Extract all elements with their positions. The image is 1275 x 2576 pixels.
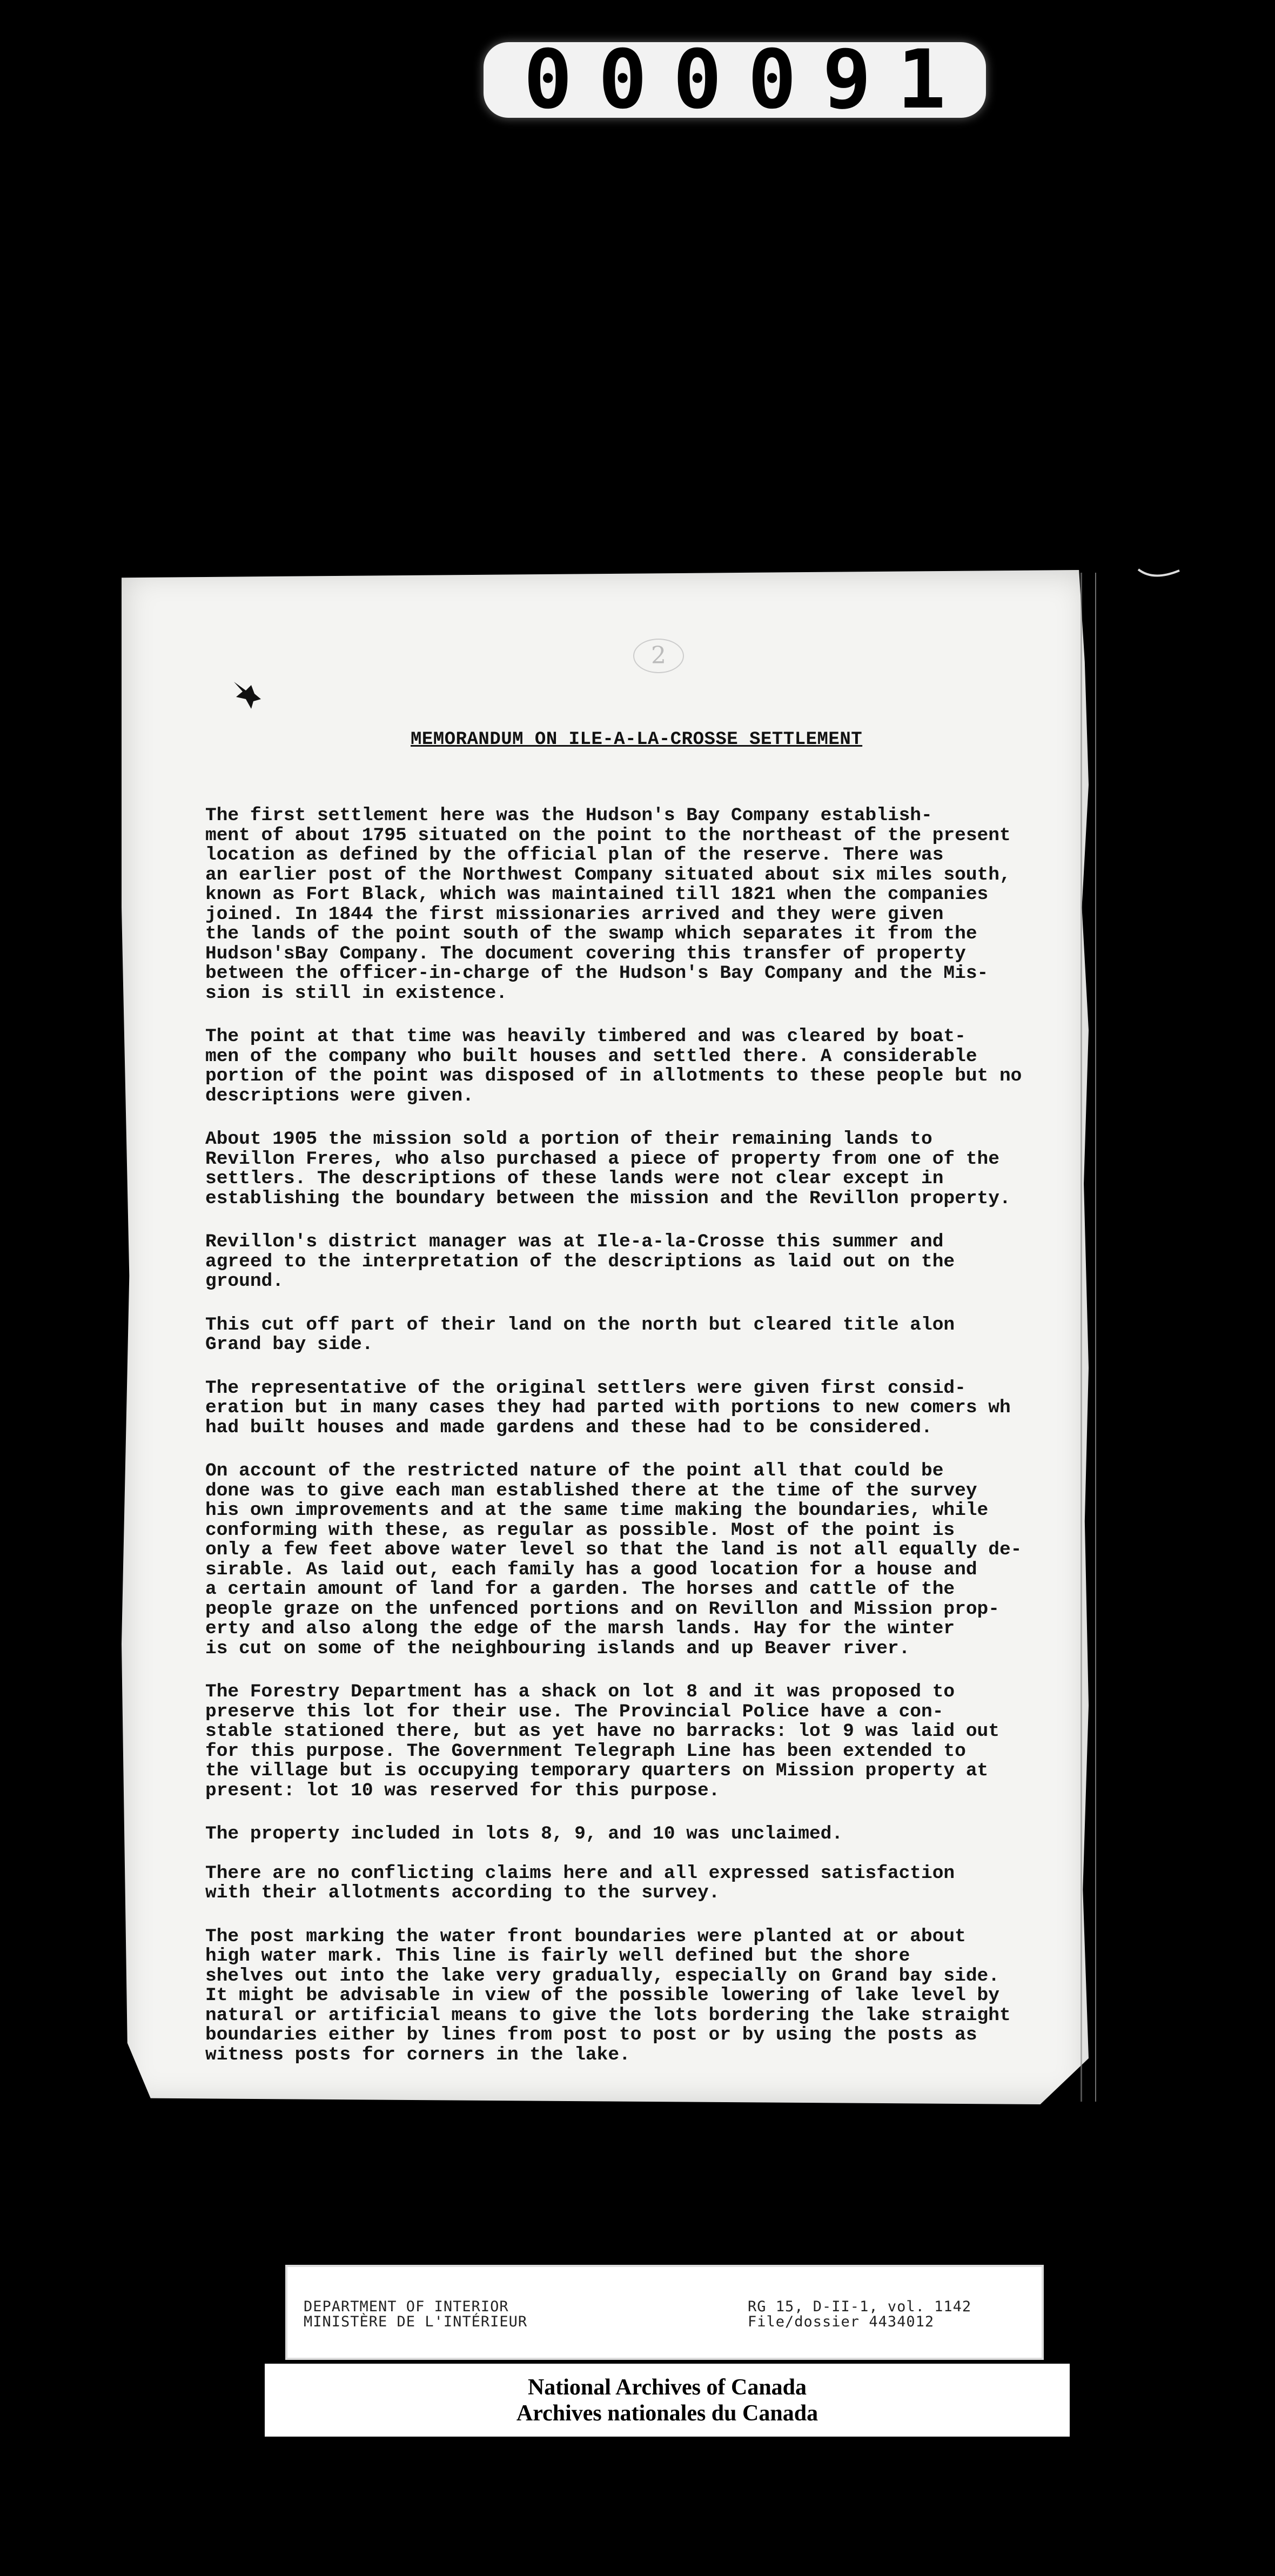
paragraph: The Forestry Department has a shack on lot 8 and it was proposed to preserve this lot for their use. The Provincial Police have a con- stable stationed there, but as yet have no barracks: lot 9 was laid out for this purpose. The Government Telegraph Line has been extended to the village but is occupying temporary quarters on Mission property at present: lot 10 was reserved for this purpose.	[205, 1681, 999, 1801]
frame-number: 000091	[524, 33, 972, 127]
paragraph: The representative of the original settlers were given first consid- eration but in many cases they had parted with portions to new comers wh had built houses and made gardens and these had to be considered.	[205, 1377, 1011, 1438]
memorandum-body	[205, 806, 1070, 2089]
page-title: MEMORANDUM ON ILE-A-LA-CROSSE SETTLEMENT	[411, 729, 863, 750]
department-label: DEPARTMENT OF INTERIOR MINISTÈRE DE L'INTÉRIEUR	[304, 2298, 528, 2330]
archive-reference-card	[285, 2265, 1044, 2360]
ink-smudge-icon	[230, 675, 267, 713]
frame-number-stamp	[484, 33, 986, 127]
paragraph: There are no conflicting claims here and all expressed satisfaction with their allotments according to the survey.	[205, 1862, 955, 1903]
file-reference: RG 15, D-II-1, vol. 1142 File/dossier 4434012	[748, 2298, 972, 2330]
page-edge	[1081, 573, 1096, 2102]
paragraph: The post marking the water front boundaries were planted at or about high water mark. This line is fairly well defined but the shore shelves out into the lake very gradually, especially on Grand bay side. It might be advisable in view of the possible lowering of lake level by natural or artificial means to give the lots bordering the lake straight boundaries either by lines from post to post or by using the posts as witness posts for corners in the lake.	[205, 1926, 1011, 2065]
page-number: 2	[633, 639, 684, 673]
archives-name-card	[265, 2364, 1070, 2437]
paragraph: The point at that time was heavily timbered and was cleared by boat- men of the company who built houses and settled there. A considerable portion of the point was disposed of in allotments to these people but no descriptions were given.	[205, 1026, 1022, 1106]
paragraph: Revillon's district manager was at Ile-a-la-Crosse this summer and agreed to the interpretation of the descriptions as laid out on the ground.	[205, 1231, 955, 1292]
corner-tick-mark	[1137, 567, 1180, 583]
paragraph: This cut off part of their land on the north but cleared title alon Grand bay side.	[205, 1314, 955, 1355]
paragraph: The property included in lots 8, 9, and 10 was unclaimed.	[205, 1823, 843, 1844]
archives-name-french: Archives nationales du Canada	[516, 2400, 818, 2426]
archives-name-english: National Archives of Canada	[527, 2374, 807, 2400]
paragraph: About 1905 the mission sold a portion of their remaining lands to Revillon Freres, who also purchased a piece of property from one of the settlers. The descriptions of these lands were not clear except in establishing the boundary between the mission and the Revillon property.	[205, 1129, 1011, 1209]
paragraph: On account of the restricted nature of the point all that could be done was to give each man established there at the time of the survey his own improvements and at the same time making the boundaries, while conforming with these, as regular as possible. Most of the point is only a few feet above water level so that the land is not all equally de- sirable. As laid out, each family has a good location for a house and a certain amount of land for a garden. The horses and cattle of the people graze on the unfenced portions and on Revillon and Mission prop- erty and also along the edge of the marsh lands. Hay for the winter is cut on some of the neighbouring islands and up Beaver river.	[205, 1460, 1022, 1659]
paragraph: The first settlement here was the Hudson's Bay Company establish- ment of about 1795 situated on the point to the northeast of the present location as defined by the official plan of the reserve. There was an earlier post of the Northwest Company situated about six miles south, known as Fort Black, which was maintained till 1821 when the companies joined. In 1844 the first missionaries arrived and they were given the lands of the point south of the swamp which separates it from the Hudson'sBay Company. The document covering this transfer of property between the officer-in-charge of the Hudson's Bay Company and the Mis- sion is still in existence.	[205, 805, 1011, 1004]
